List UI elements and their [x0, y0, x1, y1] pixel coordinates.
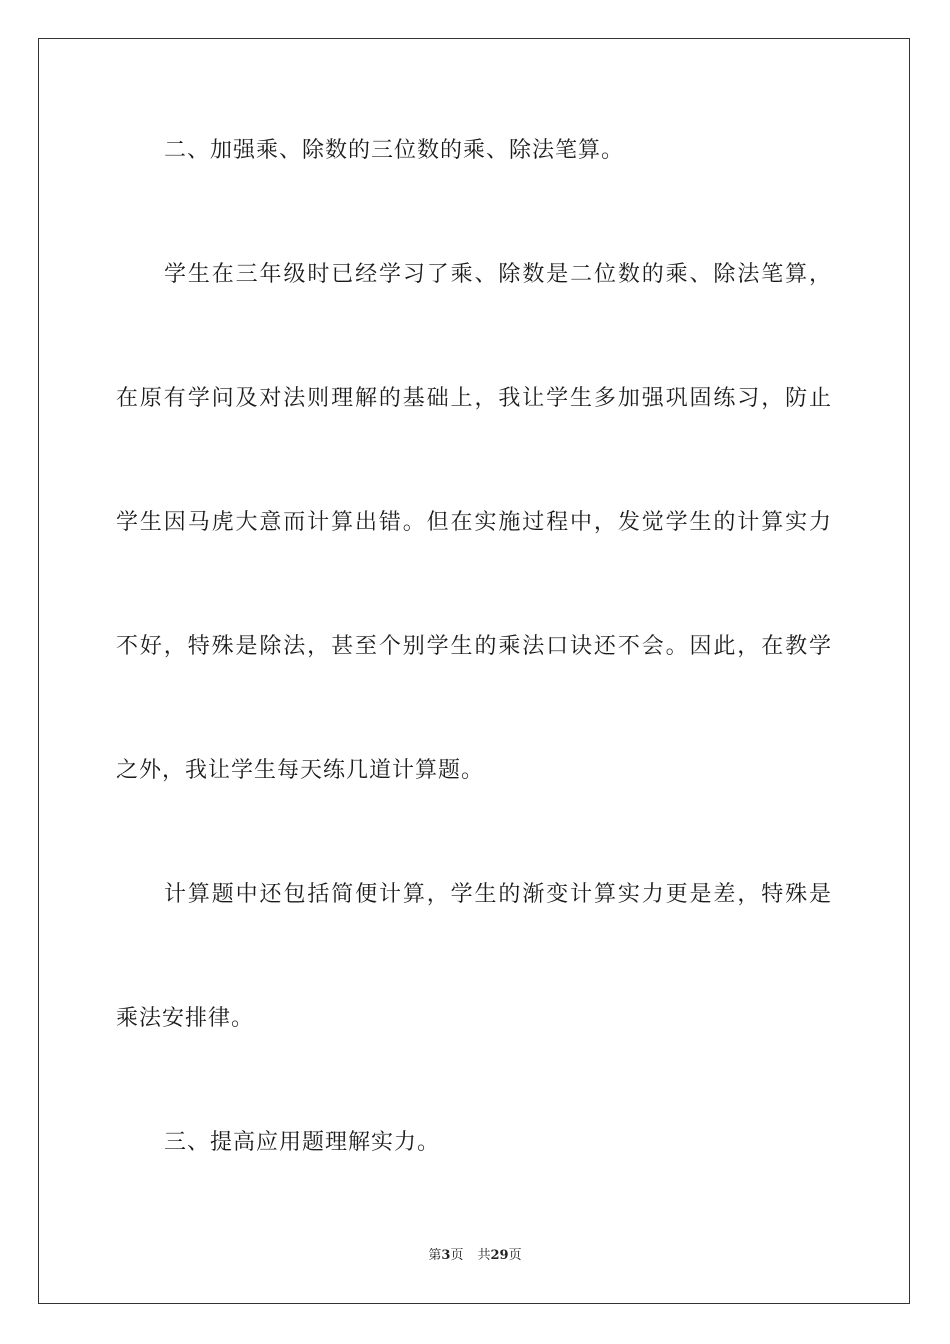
page-border	[38, 38, 910, 1304]
paragraph-line: 不好，特殊是除法，甚至个别学生的乘法口诀还不会。因此，在教学	[116, 634, 832, 659]
current-page-number: 3	[441, 1248, 451, 1263]
page-suffix: 页	[450, 1248, 464, 1263]
heading-section-three: 三、提高应用题理解实力。	[164, 1130, 441, 1155]
page-prefix: 第	[428, 1248, 442, 1263]
paragraph-line: 之外，我让学生每天练几道计算题。	[116, 758, 485, 783]
paragraph-line: 计算题中还包括简便计算，学生的渐变计算实力更是差，特殊是	[164, 882, 832, 907]
paragraph-line: 学生因马虎大意而计算出错。但在实施过程中，发觉学生的计算实力	[116, 510, 832, 535]
paragraph-line: 乘法安排律。	[116, 1006, 255, 1031]
total-prefix: 共	[477, 1248, 491, 1263]
paragraph-line: 在原有学问及对法则理解的基础上，我让学生多加强巩固练习，防止	[116, 386, 832, 411]
heading-section-two: 二、加强乘、除数的三位数的乘、除法笔算。	[164, 138, 625, 163]
page-footer	[0, 1246, 950, 1266]
total-suffix: 页	[508, 1248, 522, 1263]
total-page-count: 29	[490, 1248, 509, 1263]
paragraph-line: 学生在三年级时已经学习了乘、除数是二位数的乘、除法笔算，	[164, 262, 832, 287]
